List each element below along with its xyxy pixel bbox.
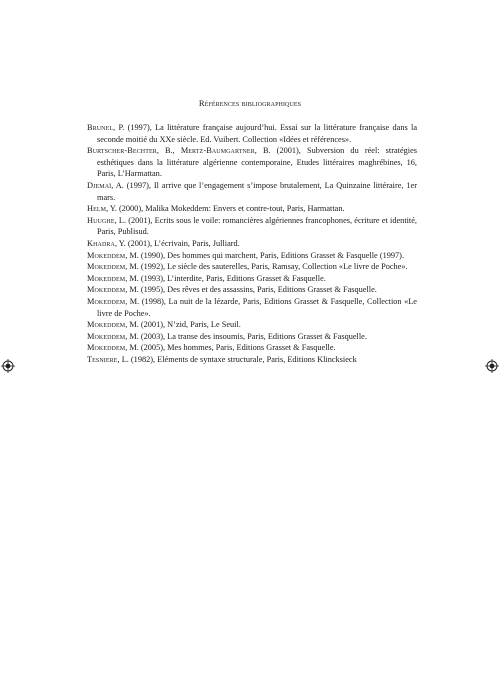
- reference-item: [87, 215, 417, 238]
- reference-author: Khadra: [87, 238, 115, 248]
- reference-item: [87, 238, 417, 250]
- reference-author: Brunel: [87, 123, 114, 132]
- reference-author: Mokeddem: [87, 331, 126, 341]
- reference-item: [87, 319, 417, 331]
- reference-item: [87, 180, 417, 203]
- registration-mark-icon: [485, 359, 499, 373]
- reference-details: , M. (2003), La transe des insoumis, Paris, Editions Grasset & Fasquelle.: [125, 331, 367, 341]
- reference-author: Huughe: [87, 215, 115, 225]
- reference-details: , Y. (2001), L’écrivain, Paris, Julliard.: [114, 238, 240, 248]
- reference-author: Mokeddem: [87, 320, 126, 330]
- reference-details: , L. (1982), Eléments de syntaxe structurale, Paris, Editions Klincksieck: [117, 354, 357, 364]
- section-heading-text: Références bibliographiques: [198, 98, 302, 108]
- reference-details: , A. (1997), Il arrive que l’engagement s’impose brutalement, La Quinzaine littéraire, 1er mars.: [97, 180, 417, 202]
- reference-details: , M. (1995), Des rêves et des assassins, Paris, Editions Grasset & Fasquelle.: [125, 285, 377, 295]
- reference-item: [87, 261, 417, 273]
- reference-author: Mertz-Baumgartner: [180, 146, 255, 156]
- reference-details: , M. (1992), Le siècle des sauterelles, Paris, Ramsay, Collection «Le livre de Poche».: [125, 262, 408, 272]
- reference-author: Mokeddem: [87, 262, 126, 272]
- reference-item: [87, 331, 417, 343]
- section-heading: [0, 98, 500, 108]
- reference-author: Mokeddem: [87, 296, 126, 306]
- reference-item: [87, 354, 417, 366]
- reference-details: , Y. (2000), Malika Mokeddem: Envers et contre-tout, Paris, Harmattan.: [106, 204, 345, 214]
- reference-details: , M. (2001), N’zid, Paris, Le Seuil.: [125, 320, 241, 330]
- reference-item: [87, 296, 417, 319]
- reference-details: , L. (2001), Ecrits sous le voile: romancières algériennes francophones, écriture et identité, Paris, Publisud.: [97, 215, 417, 237]
- reference-author: Mokeddem: [87, 285, 126, 295]
- reference-item: [87, 203, 417, 215]
- reference-item: [87, 145, 417, 180]
- reference-details: , M. (1993), L’interdite, Paris, Editions Grasset & Fasquelle.: [125, 273, 326, 283]
- registration-mark-icon: [1, 359, 15, 373]
- reference-details: , M. (1998), La nuit de la lézarde, Paris, Editions Grasset & Fasquelle, Collection «Le livre de Poche».: [97, 296, 417, 318]
- reference-item: [87, 284, 417, 296]
- reference-details: , B. (2001), Subversion du réel: stratégies esthétiques dans la littérature algérienne contemporaine, Etudes littéraires maghrébines, 16, Paris, L’Harmattan.: [97, 146, 417, 179]
- reference-details: , P. (1997), La littérature française aujourd’hui. Essai sur la littérature française dans la seconde moitié du XXe siècle. Ed. Vuibert. Collection «Idées et références».: [97, 123, 417, 144]
- reference-author: Djemaï: [87, 180, 112, 190]
- reference-item: [87, 342, 417, 354]
- reference-list: [87, 122, 417, 365]
- reference-author: Burtscher-Bechter: [87, 146, 157, 156]
- reference-details: , M. (1990), Des hommes qui marchent, Paris, Editions Grasset & Fasquelle (1997).: [125, 250, 405, 260]
- reference-author: Mokeddem: [87, 343, 126, 353]
- reference-author: Helm: [87, 204, 107, 214]
- reference-author: Mokeddem: [87, 273, 126, 283]
- reference-author: Tesniere: [87, 354, 118, 364]
- reference-author: Mokeddem: [87, 250, 126, 260]
- reference-item: [87, 122, 417, 145]
- reference-item: [87, 250, 417, 262]
- reference-details: , B.,: [156, 146, 181, 156]
- reference-details: , M. (2005), Mes hommes, Paris, Editions Grasset & Fasquelle.: [125, 343, 336, 353]
- reference-item: [87, 273, 417, 285]
